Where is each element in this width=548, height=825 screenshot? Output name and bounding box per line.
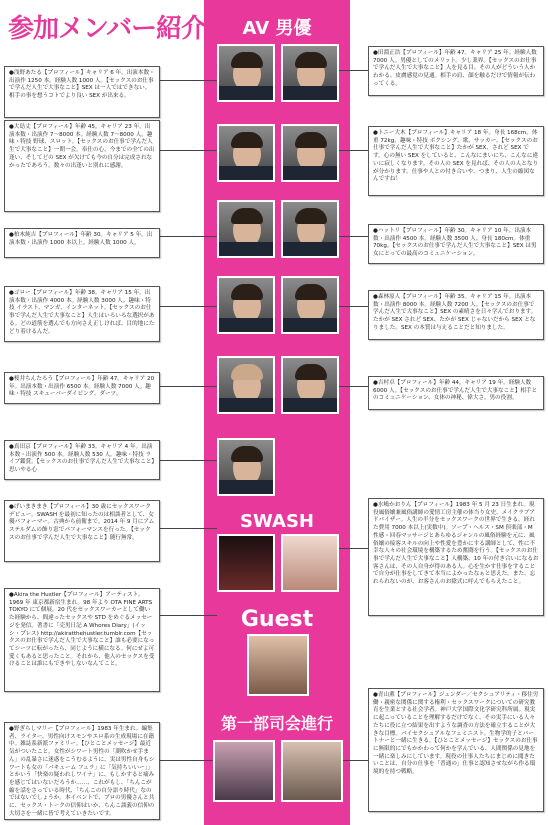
photo-goro xyxy=(217,276,275,334)
profile-akira: ●Akira the Hustler【プロフィール】アーティスト。1969 年 東京都新宿生まれ。98 年より OTA FINE ARTS TOKYO にて個展。20 代をセックスワーカーとして働いた経験から、間違ったセックスや STD をめぐるメッセージを発信。著書に「売男日記 A Whores Diary」(イッシ・プレス) http://akiratthehustler.tumblr.com【セックスのお仕事で学んだ人生で大事なこと】誰も必要になってシーツに転がったら、同じように横になる。何にせよ可愛くもあると思ったこと。それから、他人のセックスを受けることは誰にもできやしないなんてこと。 xyxy=(4,588,160,692)
profile-kashiwagi: ●柏木純吉【プロフィール】年齢 30。キャリア 5 年。出演本数・出演作 1000 本以上。経験人数 1000 人。 xyxy=(4,228,160,258)
profile-tony: ●トニー大木【プロフィール】キャリア 18 年。身長 168cm。体重 72kg。趣味・特技 ボクシング、歌、サッカー。【セックスのお仕事で学んだ人生で大事なこと】たかが SEX、されど SEX です。心の無い SEX をしていると、こんなにまいにち、こんなに違いに寂しくなります。その人の SEX を見れば、その人の人となりが分かります。仕事や人との付き合いや、つまり、人生の縮図なんですね！ xyxy=(368,126,544,196)
profile-geimaki: ●げいまきまき【プロフィール】30 歳にセックスワークデビュー。SWASH を最初に知ったのは相談者として、女優パフォーマー。古典から前衛まで。2014 年 9 月にアムステルダムの飾り窓でパフォーマンスを行った。【セックスのお仕事で学んだ人生で大事なこと】随行無常。 xyxy=(4,500,160,562)
photo-guest xyxy=(247,634,309,696)
photo-oshima xyxy=(217,124,275,182)
photo-mizushima xyxy=(281,534,339,592)
profile-oshima: ●大島丈【プロフィール】年齢 45。キャリア 23 年。出演本数・出演作 7〜8000 本。経験人数 7〜8000 人。趣味・特技 野球、スロット。【セックスのお仕事で学んだ人生で大事なこと】一期一会。奉仕の心。今までの全ての出逢い、そしてどの SEX が欠けても今の自分は完成されなかったであろう。数々の出逢いと別れに感謝。 xyxy=(4,120,160,212)
photo-aoyama xyxy=(281,740,343,802)
section-guest: Guest xyxy=(240,607,314,632)
photo-nogirashi xyxy=(213,740,275,802)
photo-hattori xyxy=(281,200,339,258)
profile-sanada: ●真田京【プロフィール】年齢 33。キャリア 4 年。出演本数・出演作 500 本。経験人数 530 人。趣味・特技 ライブ鑑賞。【セックスのお仕事で学んだ人生で大事なこと】思いやる心 xyxy=(4,440,160,480)
profile-nogirashi: ●野ぎらしマリー【プロフィール】1983 年生まれ。編集者、ライター。男性向けスモンやエロ系の生成現場に在籍中。雑誌系新派ファミリー。【ひとことメッセージ】最近気がついたこと。女性がシワート男性の「潮吹かせ手まん」の乱暴さに迷惑をこうむるように、実は男性自身もシワートも女の「バキューム フェラ」に「気持ちいいー」」とかいう「快楽の疑われしワイナ」に、もしかすると痛みを感じてはいないだろうか……、これがもし、「ちんこが縮を話をさっている時代、「ちんこの自分語り時代」なのではないでしょうか。本イベントで、プロの男優さんと共に、セックス・トークの信仰はいか、ちんこ談義の信仰の大切さを一緒に皆で考えていきたいです。 xyxy=(4,722,160,820)
photo-tony xyxy=(281,124,339,182)
photo-yoshimura xyxy=(281,356,339,414)
profile-tabuchi: ●田淵正浩【プロフィール】年齢 47。キャリア 25 年。経験人数 7000 人。男優としてのメリット。少し業界。【セックスのお仕事で学んだ人生で大事なこと】人を見る目。その人がどういう人かわかる。皮膚感覚の見通。相手の肩、顔を触るだけで情報が伝わってくる。 xyxy=(368,46,544,96)
profile-hattori: ●ハットリ【プロフィール】年齢 30。キャリア 10 年。出演本数・出演作 4500 本。経験人数 3500 人。身長 180cm。体重 70kg。【セックスのお仕事で学んだ人生で大事なこと】SEX は男女にとっての最高のコミュニケーション。 xyxy=(368,224,544,264)
profile-goro: ●ゴロー【プロフィール】年齢 38。キャリア 15 年。出演本数・出演作 4000 本。経験人数 3000 人。趣味・特技 イラスト、マンガ、インターネット。【セックスのお仕事で学んだ人生で大事なこと】人生はいろいろな選択がある。どの道筋を選んでも方向さえ正しければ、目的地にたどり着けるんだ。 xyxy=(4,286,160,342)
page-title: 参加メンバー紹介 xyxy=(8,14,207,44)
photo-shinrin xyxy=(281,276,339,334)
photo-kashiwagi xyxy=(217,200,275,258)
profile-asano: ●浅野あたる【プロフィール】キャリア 6 年。出演本数・出演作 1250 本。経験人数 1000 人。【セックスのお仕事で学んだ人生で大事なこと】SEX は一人ではできない。相手の事を想うコトでより良い SEX が出来る。 xyxy=(4,66,160,118)
photo-swash-performer xyxy=(217,534,275,592)
section-mc: 第一部司会進行 xyxy=(220,714,333,733)
section-swash: SWASH xyxy=(240,511,314,532)
photo-sanada xyxy=(217,438,275,496)
photo-asano xyxy=(217,44,275,102)
profile-mizushima: ●水嶋かおりん【プロフィール】1983 年 5 月 23 日生まれ。現役風俗嬢兼風俗講師の愛情工房主催の体当り女史、メイクラブアドバイザー。人生の半分をセックスワークの世界で生きる。経れた費用 7000 本以上(実数中)。ソープ・ヘルス・SM 倶楽部・M 性感・回春マッサージとあらゆるジャンルの風俗経験を元に、風俗嬢の接客スキルの向上や性愛を豊かにする講師として、性に不幸な人々の社会環境を構築するため奮闘を行う。【セックスのお仕事で学んだ人生で大事なこと】人構築、10 年の付き合いになるお客さんは、その人自身が得のある人。心を生かす仕事をすることで自分が仕事をしてきて本当によかったなぁと思えた。また、忘れられないのが、お客さんのお陰式に呼んでもらえたこと。 xyxy=(368,498,544,616)
section-av: AV 男優 xyxy=(242,18,312,39)
profile-shinrin: ●森林原人【プロフィール】年齢 35。キャリア 15 年。出演本数・出演作 8000 本。経験人数 7200 人。【セックスのお仕事で学んだ人生で大事なこと】SEX の素晴さを日々学んでおります。たかが SEX されど SEX、たかが SEX じゃないだから SEX となりました。SEX の本質は与えることだと知りました。 xyxy=(368,290,544,340)
photo-tabuchi xyxy=(281,44,339,102)
profile-sakurai: ●桜井ちんたろう【プロフィール】年齢 47。キャリア 20 年。出演本数・出演作 6500 本。経験人数 7000 人。趣味・特技 スキューバーダイビング、ダーツ。 xyxy=(4,372,160,404)
profile-aoyama: ●青山薫【プロフィール】ジェンダー／セクシュアリティ・移住労働・親密な関係に関する権利・セックスワークについての研究教育を生業とする社会学者。神戸大学国際文化学研究科所属。現実に起こっていることを理解するだけでなく、その実手にいる人々たちに役に立つ結果を出すような調査の方法を確立することが大きな目標。バイセクシュアルなフェミニスト。生物学的子とパートナーと一緒に生きる。【ひとことメッセージ】セックスのお仕事に無限的にでもかかわって何かを学んでいる、人間関係の見地を一緒に楽しみにしています。現役の仕事人たちにまじめに聞きたいことは、自分の仕事を「普通の」仕事と認知させながら作る環境的を持つ戦略。 xyxy=(368,688,544,812)
profile-yoshimura: ●吉村卓【プロフィール】年齢 44。キャリア 19 年。経験人数 6000 人。【セックスのお仕事で学んだ人生で大事なこと】相手とのコミュニケーション、女体の神秘、偉大さ。男の役割。 xyxy=(368,376,544,410)
photo-sakurai xyxy=(217,356,275,414)
